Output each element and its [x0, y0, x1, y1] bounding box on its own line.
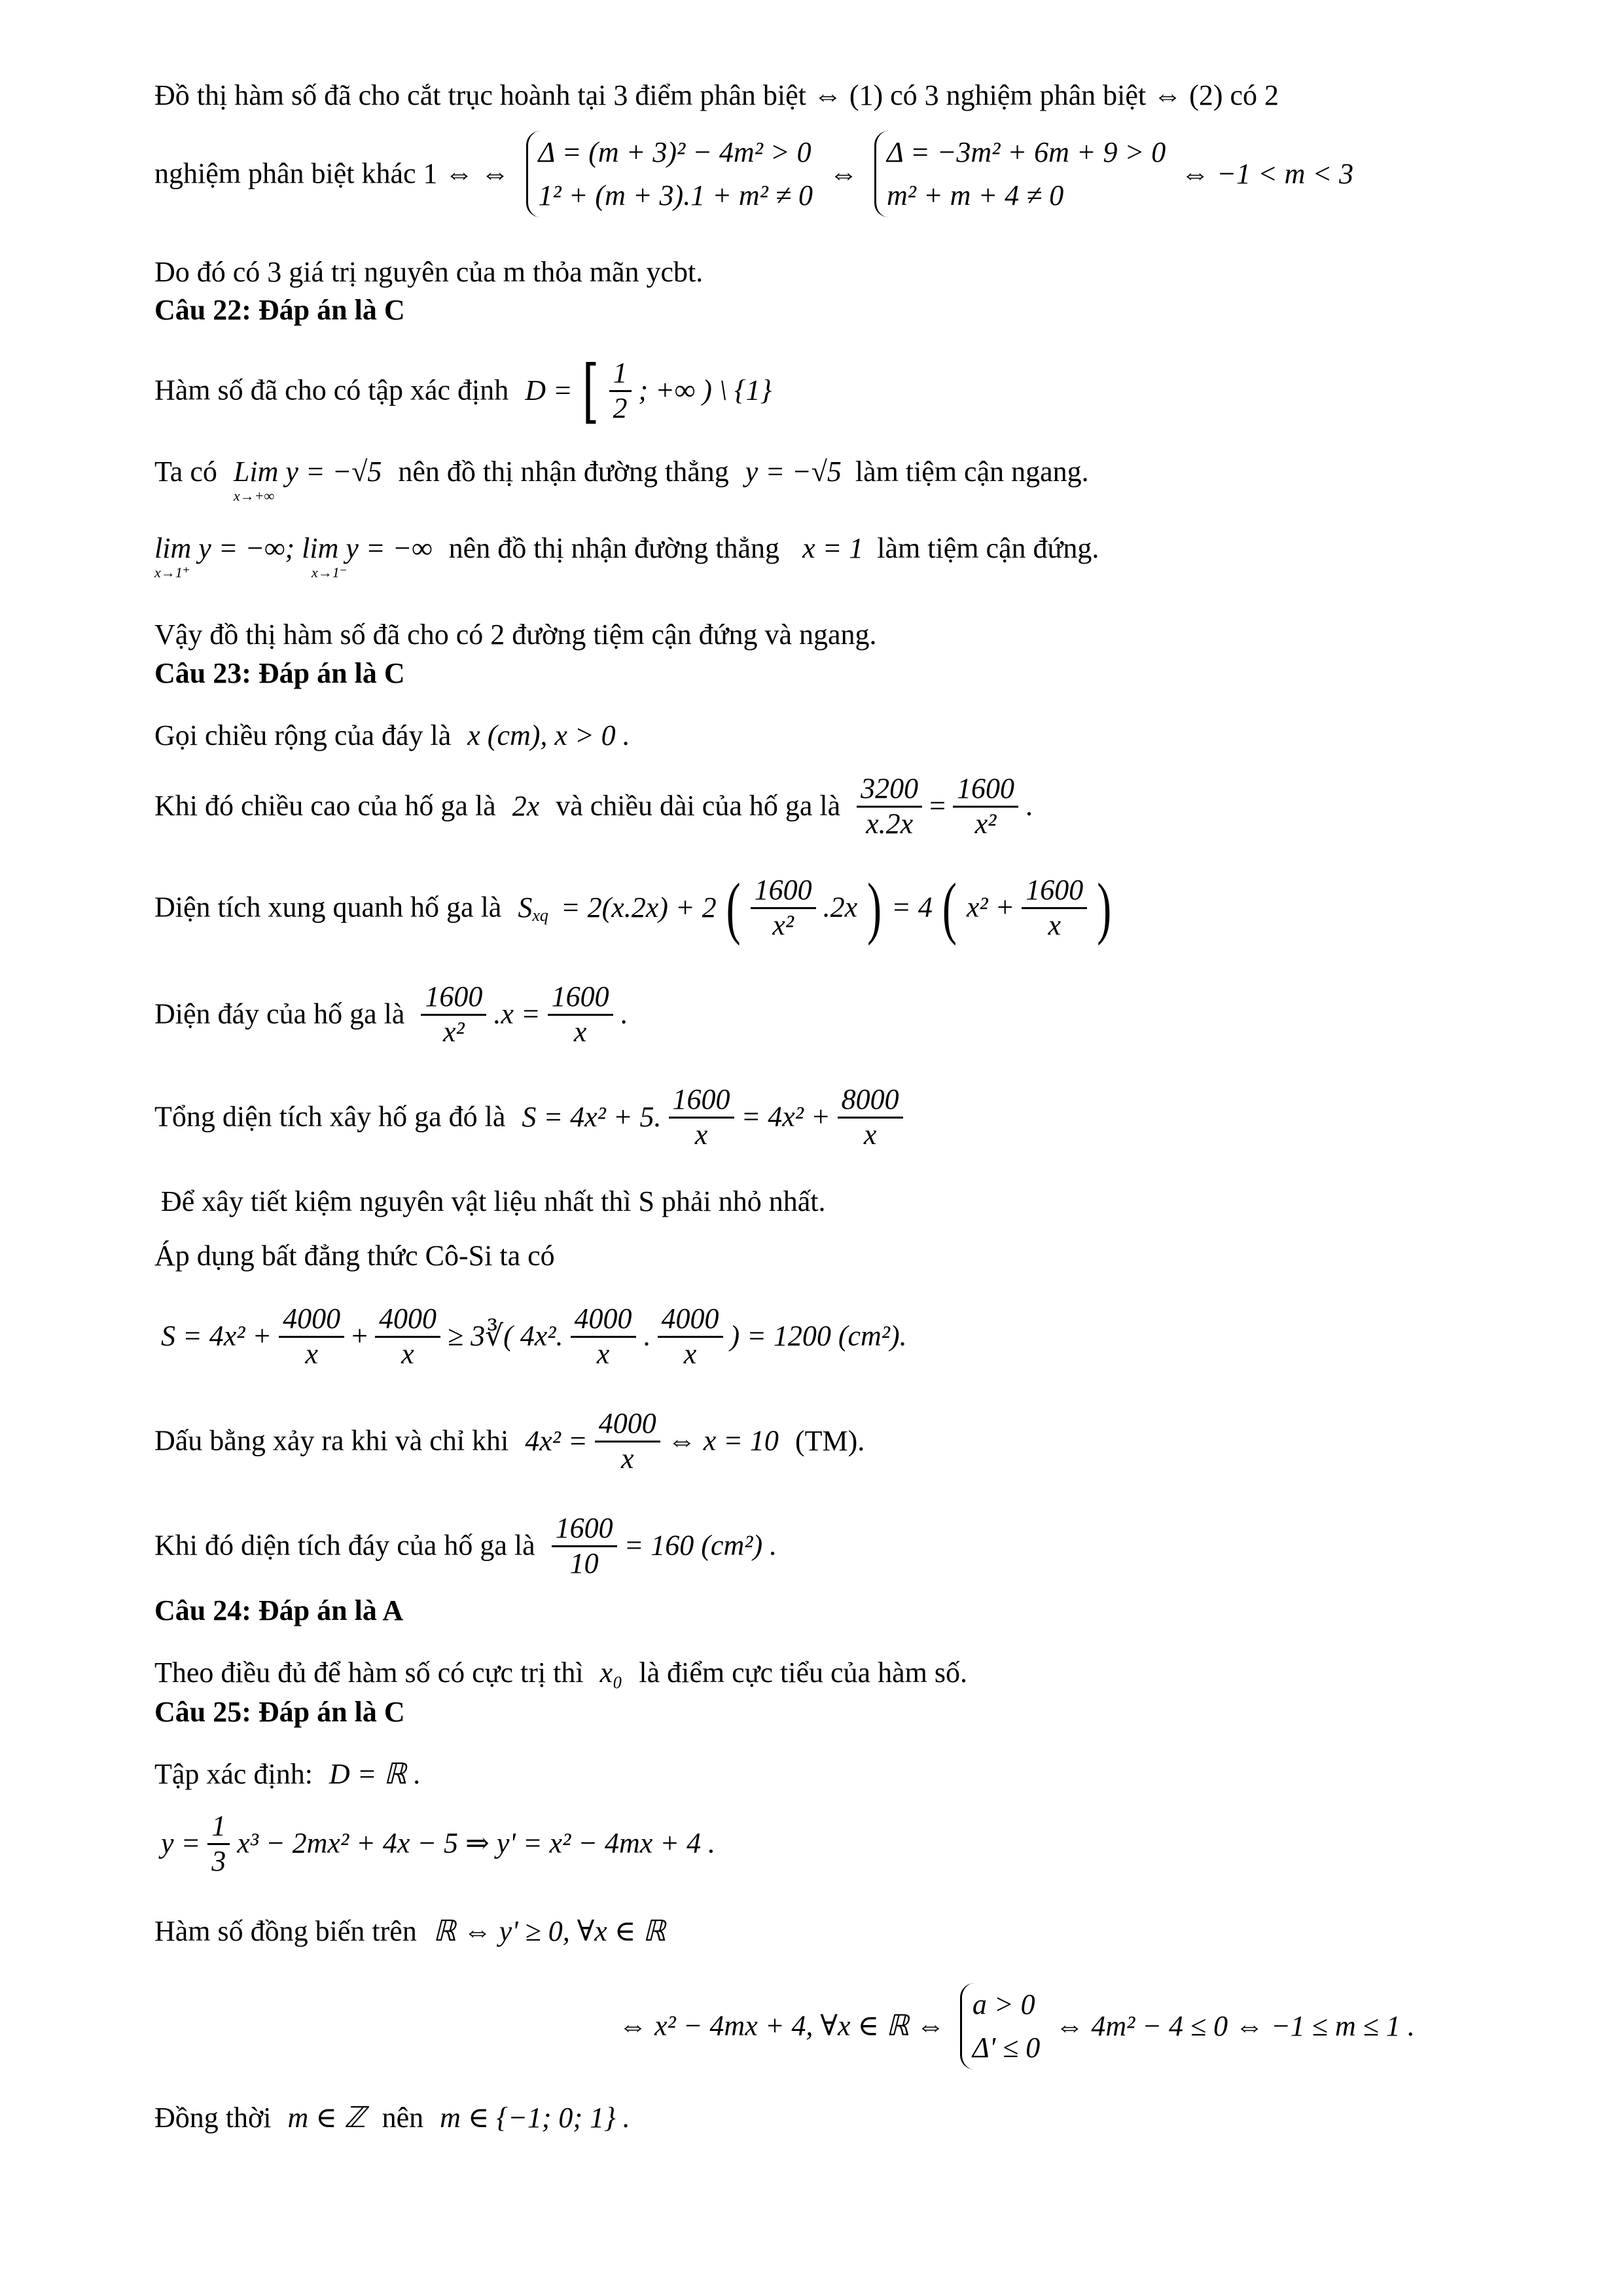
fraction-denominator: x: [573, 1015, 587, 1048]
text-line: nên: [382, 2102, 424, 2134]
fraction-numerator: 1: [609, 357, 632, 392]
fraction: [421, 980, 486, 1049]
fraction-denominator: x: [863, 1118, 877, 1151]
equation-line: Diện đáy của hố ga là $\frac{1600}{\text{x²}}$ .x = $\frac{1600}{x}$ .: [154, 980, 628, 1048]
text-line: Để xây tiết kiệm nguyên vật liệu nhất thì S phải nhỏ nhất.: [161, 1185, 826, 1217]
fraction-numerator: 4000: [571, 1302, 636, 1338]
fraction: [552, 1512, 617, 1580]
question-heading: [154, 293, 405, 328]
paragraph-line: [161, 1185, 825, 1219]
paren-close: ): [867, 869, 882, 946]
text-line: Dấu bằng xảy ra khi và chỉ khi: [154, 1424, 509, 1457]
fraction-denominator: x: [401, 1337, 414, 1370]
equation-line: [154, 2101, 630, 2136]
limit-expression: Lim y = −√5: [233, 456, 382, 488]
equation: ℝ ⇔ y' ≥ 0, ∀x ∈ ℝ: [433, 1915, 666, 1947]
fraction-denominator: x²: [974, 807, 997, 840]
text-line: Áp dụng bất đẳng thức Cô-Si ta có: [154, 1240, 555, 1272]
equation-line: [154, 1083, 903, 1151]
equation: Δ = (m + 3)² − 4m² > 0: [538, 136, 812, 168]
paren-open: (: [942, 869, 957, 946]
equation: ≥ 3∛( 4x².: [447, 1319, 563, 1352]
text-line: Tổng diện tích xây hố ga đó là: [154, 1100, 506, 1133]
fraction: [669, 1083, 734, 1151]
text-line: Do đó có 3 giá trị nguyên của m thỏa mãn ycbt.: [154, 256, 704, 288]
text-line: làm tiệm cận ngang.: [855, 456, 1089, 488]
equation-line: [618, 1983, 1415, 2070]
equation: .2x: [823, 891, 858, 924]
limit-subscript: x→1⁻: [312, 564, 348, 581]
equation-line: [161, 1810, 715, 1878]
fraction-denominator: x²: [772, 908, 794, 941]
limit-subscript: x→1⁺: [154, 564, 190, 581]
equation: x (cm), x > 0 .: [467, 719, 630, 751]
text-line: là điểm cực tiểu của hàm số.: [639, 1657, 967, 1689]
equation: S = 4x² + 5.: [522, 1100, 662, 1133]
equation: 2x: [512, 789, 540, 822]
limit-expression: lim y = −∞; lim y = −∞: [154, 532, 433, 564]
equation: .x =: [493, 997, 541, 1030]
dot-symbol: .: [643, 1319, 651, 1352]
equation-line: [154, 719, 630, 753]
paren-open: (: [726, 869, 741, 946]
fraction-numerator: 1600: [421, 980, 486, 1016]
text-line: (TM).: [794, 1424, 865, 1457]
equation: ⇔ 4m² − 4 ≤ 0 ⇔ −1 ≤ m ≤ 1 .: [1055, 2009, 1415, 2042]
fraction-numerator: 1600: [1022, 874, 1087, 909]
fraction: [658, 1302, 723, 1371]
equation-line: [154, 1407, 865, 1475]
fraction: [953, 772, 1018, 840]
text-line: nghiệm phân biệt khác 1 ⇔ ⇔: [154, 157, 510, 190]
fraction-numerator: 1600: [751, 874, 816, 909]
equation: = 4: [891, 891, 933, 924]
equation-line: [154, 531, 1099, 581]
text-line: Theo điều đủ để hàm số có cực trị thì: [154, 1657, 584, 1689]
fraction-numerator: 1: [207, 1810, 230, 1845]
paragraph-line: [154, 79, 1279, 113]
equation-line: [154, 1512, 777, 1580]
equation-line: [154, 455, 1089, 504]
question-heading: [154, 1695, 405, 1730]
fraction-numerator: 1600: [953, 772, 1018, 808]
equation: ⇔ x² − 4mx + 4, ∀x ∈ ℝ ⇔: [618, 2009, 945, 2042]
equation: Δ' ≤ 0: [972, 2032, 1041, 2064]
question-heading: [154, 656, 405, 691]
fraction: [375, 1302, 440, 1371]
heading-text: Câu 24: Đáp án là A: [154, 1594, 404, 1626]
fraction-numerator: 4000: [279, 1302, 344, 1338]
equation: ) = 1200 (cm²).: [730, 1319, 907, 1352]
fraction-denominator: x: [694, 1118, 708, 1151]
equation: = 2(x.2x) + 2: [560, 891, 717, 924]
fraction-denominator: x: [305, 1337, 318, 1370]
fraction-numerator: 1600: [548, 980, 613, 1016]
text-line: Ta có: [154, 456, 217, 488]
fraction: [207, 1810, 230, 1878]
fraction: [595, 1407, 660, 1475]
equation: S: [518, 891, 533, 924]
text-line: Tập xác định:: [154, 1758, 313, 1790]
plus-symbol: +: [351, 1319, 368, 1352]
equation: x² +: [966, 891, 1015, 924]
fraction-denominator: x.2x: [866, 807, 914, 840]
fraction-denominator: x: [683, 1337, 697, 1370]
equation: = 160 (cm²) .: [624, 1529, 777, 1562]
heading-text: Câu 25: Đáp án là C: [154, 1696, 405, 1728]
fraction-numerator: 8000: [838, 1083, 903, 1119]
equation: ; +∞ ) \ {1}: [638, 374, 772, 406]
equation: m ∈ ℤ: [287, 2102, 366, 2134]
text-line: làm tiệm cận đứng.: [877, 532, 1099, 564]
equation: D = ℝ .: [329, 1758, 421, 1790]
fraction: [751, 874, 816, 942]
heading-text: Câu 23: Đáp án là C: [154, 657, 405, 689]
fraction-numerator: 4000: [595, 1407, 660, 1443]
limit-subscript: x→+∞: [233, 488, 275, 504]
equation: m² + m + 4 ≠ 0: [887, 179, 1064, 211]
equation: x³ − 2mx² + 4x − 5 ⇒ y' = x² − 4mx + 4 .: [237, 1827, 715, 1859]
fraction-denominator: x: [1048, 908, 1061, 941]
paren-close: ): [1097, 869, 1112, 946]
fraction-numerator: 3200: [857, 772, 922, 808]
fraction: [1022, 874, 1087, 942]
equation-line: [154, 1757, 421, 1792]
text-line: nên đồ thị nhận đường thẳng: [448, 532, 780, 564]
text-line: Diện đáy của hố ga là: [154, 997, 405, 1030]
equation-system: [526, 131, 813, 217]
equation: Δ = −3m² + 6m + 9 > 0: [887, 136, 1166, 168]
equation-line: [154, 1656, 967, 1691]
text-line: và chiều dài của hố ga là: [556, 789, 841, 822]
fraction-denominator: 10: [569, 1547, 599, 1579]
text-line: Gọi chiều rộng của đáy là: [154, 719, 452, 751]
equation: S = 4x² +: [161, 1319, 272, 1352]
subscript: xq: [532, 906, 548, 925]
equation-line: [161, 1302, 907, 1371]
text-line: Khi đó diện tích đáy của hố ga là: [154, 1529, 535, 1562]
fraction: [548, 980, 613, 1049]
text-line: Đồng thời: [154, 2102, 272, 2134]
fraction: [857, 772, 922, 840]
equation: ⇔ −1 < m < 3: [1181, 157, 1354, 190]
equation: m ∈ {−1; 0; 1} .: [440, 2102, 630, 2134]
fraction-denominator: 3: [211, 1844, 226, 1877]
equals-symbol: =: [929, 789, 946, 822]
equation: D =: [525, 374, 573, 406]
equation-line: Khi đó chiều cao của hố ga là 2x và chiều dài của hố ga là $\frac{3200}{x.2x}$ = $\frac{1600}{\text{x²}}$ .: [154, 772, 1033, 840]
text-line: nên đồ thị nhận đường thẳng: [398, 456, 729, 488]
question-heading: [154, 1594, 403, 1628]
fraction-numerator: 4000: [375, 1302, 440, 1338]
heading-text: Câu 22: Đáp án là C: [154, 294, 405, 326]
text-line: Diện tích xung quanh hố ga là: [154, 891, 502, 924]
paragraph-line: [154, 255, 703, 290]
paragraph-line: [154, 1239, 555, 1274]
equation: y = −√5: [745, 456, 842, 488]
equation-system: [960, 1983, 1040, 2070]
fraction-denominator: x²: [443, 1015, 465, 1048]
fraction: [838, 1083, 903, 1151]
fraction-denominator: x: [620, 1442, 634, 1475]
text-line: Vậy đồ thị hàm số đã cho có 2 đường tiệm cận đứng và ngang.: [154, 619, 877, 651]
text-line: Khi đó chiều cao của hố ga là: [154, 789, 496, 822]
fraction-numerator: 1600: [552, 1512, 617, 1547]
equation: x₀: [599, 1657, 623, 1689]
equation: a > 0: [972, 1988, 1035, 2020]
equation-line: [154, 1914, 666, 1949]
fraction-denominator: x: [596, 1337, 610, 1370]
equation: 4x² =: [525, 1424, 588, 1457]
fraction-numerator: 4000: [658, 1302, 723, 1338]
fraction: [571, 1302, 636, 1371]
equation: x = 1: [802, 532, 864, 564]
bracket-open: [: [582, 350, 599, 431]
text-line: Hàm số đã cho có tập xác định: [154, 374, 509, 406]
fraction: [609, 357, 632, 425]
equation: ⇔ x = 10: [667, 1424, 779, 1457]
fraction: [279, 1302, 344, 1371]
equation-system: [874, 131, 1166, 217]
text-line: Đồ thị hàm số đã cho cắt trục hoành tại 3 điểm phân biệt ⇔ (1) có 3 nghiệm phân biệt ⇔ (2) có 2: [154, 79, 1279, 111]
paragraph-line: [154, 618, 877, 653]
equation-line: [154, 350, 772, 431]
fraction-denominator: 2: [613, 391, 628, 424]
equation: 1² + (m + 3).1 + m² ≠ 0: [538, 179, 813, 211]
equation: = 4x² +: [741, 1100, 830, 1133]
equation-line: [154, 869, 1114, 946]
fraction-numerator: 1600: [669, 1083, 734, 1119]
text-line: Hàm số đồng biến trên: [154, 1915, 417, 1947]
equivalence-symbol: ⇔: [829, 157, 859, 190]
equation: y =: [161, 1827, 201, 1859]
equation-line: [154, 131, 1353, 217]
